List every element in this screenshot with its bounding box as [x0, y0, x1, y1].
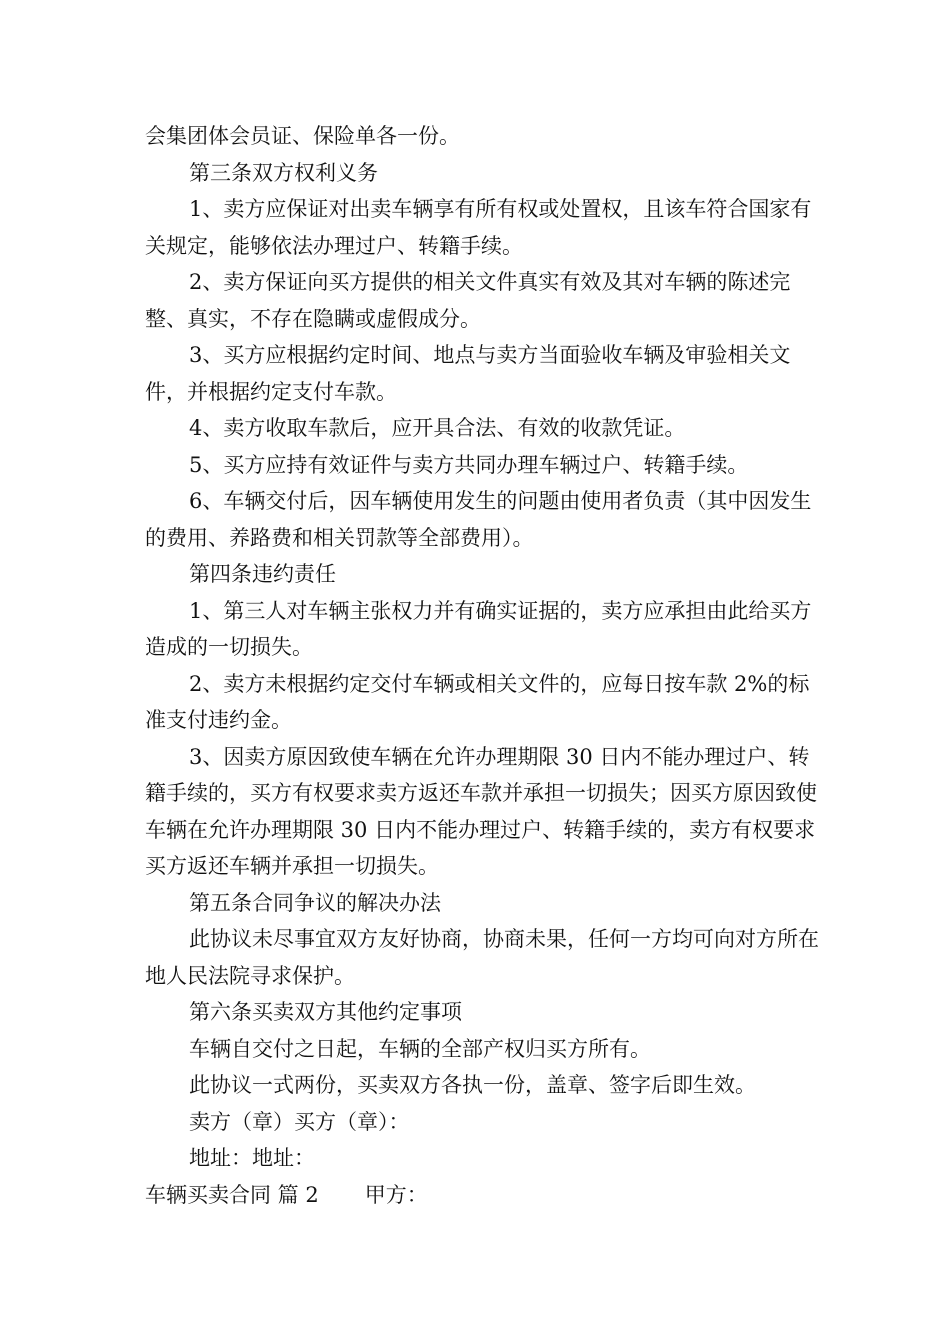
paragraph: 3、买方应根据约定时间、地点与卖方当面验收车辆及审验相关文件，并根据约定支付车款。 [145, 343, 791, 404]
paragraph: 会集团体会员证、保险单各一份。 [145, 124, 460, 148]
party-a-label: 甲方： [364, 1182, 428, 1207]
contract-title: 车辆买卖合同 篇 2 [145, 1182, 319, 1207]
paragraph: 此协议一式两份，买卖双方各执一份，盖章、签字后即生效。 [189, 1073, 756, 1097]
paragraph: 1、第三人对车辆主张权力并有确实证据的，卖方应承担由此给买方造成的一切损失。 [145, 598, 812, 659]
paragraph: 6、车辆交付后，因车辆使用发生的问题由使用者负责（其中因发生的费用、养路费和相关罚款等全部费用）。 [145, 489, 812, 550]
contract-heading-line [145, 1177, 830, 1214]
section-heading: 第四条违约责任 [189, 562, 336, 586]
paragraph: 车辆自交付之日起，车辆的全部产权归买方所有。 [189, 1036, 651, 1061]
paragraph: 此协议未尽事宜双方友好协商，协商未果，任何一方均可向对方所在地人民法院寻求保护。 [145, 927, 819, 988]
paragraph: 3、因卖方原因致使车辆在允许办理期限 30 日内不能办理过户、转籍手续的，买方有权要求卖方返还车款并承担一切损失；因买方原因致使车辆在允许办理期限 30 日内不能办理过户、转籍手续的，卖方有权要求买方返还车辆并承担一切损失。 [145, 744, 817, 878]
section-heading: 第六条买卖双方其他约定事项 [189, 1000, 462, 1024]
section-heading: 第三条双方权利义务 [189, 160, 378, 185]
signature-line: 卖方（章）买方（章）： [189, 1109, 410, 1134]
paragraph: 5、买方应持有效证件与卖方共同办理车辆过户、转籍手续。 [189, 452, 749, 477]
section-heading: 第五条合同争议的解决办法 [189, 890, 441, 915]
paragraph: 1、卖方应保证对出卖车辆享有所有权或处置权，且该车符合国家有关规定，能够依法办理过户、转籍手续。 [145, 197, 812, 258]
document-body [145, 118, 830, 1213]
address-line: 地址：地址： [189, 1146, 315, 1170]
paragraph: 4、卖方收取车款后，应开具合法、有效的收款凭证。 [189, 416, 686, 440]
paragraph: 2、卖方保证向买方提供的相关文件真实有效及其对车辆的陈述完整、真实，不存在隐瞒或虚假成分。 [145, 270, 791, 331]
paragraph: 2、卖方未根据约定交付车辆或相关文件的，应每日按车款 2%的标准支付违约金。 [145, 671, 810, 732]
